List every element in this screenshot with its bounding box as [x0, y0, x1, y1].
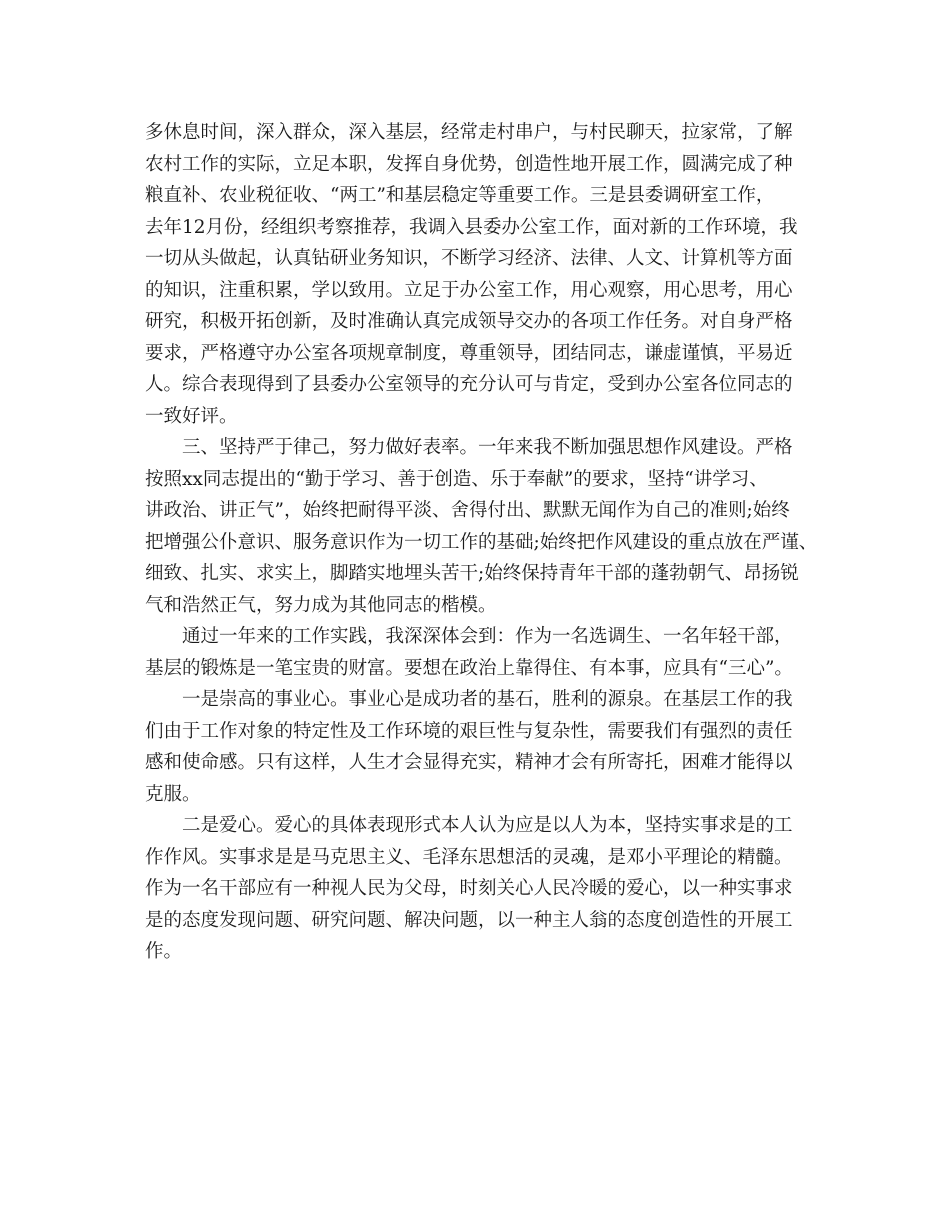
- text-line: 农村工作的实际，立足本职，发挥自身优势，创造性地开展工作，圆满完成了种: [145, 153, 793, 175]
- text-line: 一切从头做起，认真钻研业务知识，不断学习经济、法律、人文、计算机等方面: [145, 248, 793, 269]
- text-line: 作作风。实事求是是马克思主义、毛泽东思想活的灵魂，是邓小平理论的精髓。: [145, 846, 793, 868]
- text-line: 讲政治、讲正气”，始终把耐得平淡、舍得付出、默默无闻作为自己的准则;始终: [145, 500, 790, 521]
- text-line: 人。综合表现得到了县委办公室领导的充分认可与肯定，受到办公室各位同志的: [145, 374, 793, 395]
- text-line: 研究，积极开拓创新，及时准确认真完成领导交办的各项工作任务。对自身严格: [145, 311, 793, 332]
- text-line: 一是崇高的事业心。事业心是成功者的基石，胜利的源泉。在基层工作的我: [145, 689, 793, 710]
- text-line: 气和浩然正气，努力成为其他同志的楷模。: [145, 594, 497, 616]
- text-line: 们由于工作对象的特定性及工作环境的艰巨性与复杂性，需要我们有强烈的责任: [145, 720, 793, 742]
- text-line: 二是爱心。爱心的具体表现形式本人认为应是以人为本，坚持实事求是的工: [145, 815, 793, 836]
- text-line: 感和使命感。只有这样，人生才会显得充实，精神才会有所寄托，困难才能得以: [145, 752, 793, 773]
- text-line: 一致好评。: [145, 405, 238, 427]
- text-line: 要求，严格遵守办公室各项规章制度，尊重领导，团结同志，谦虚谨慎，平易近: [145, 342, 793, 364]
- text-line: 多休息时间，深入群众，深入基层，经常走村串户，与村民聊天，拉家常，了解: [145, 122, 793, 143]
- text-line: 的知识，注重积累，学以致用。立足于办公室工作，用心观察，用心思考，用心: [145, 279, 793, 301]
- text-line: 三、坚持严于律己，努力做好表率。一年来我不断加强思想作风建设。严格: [145, 437, 793, 458]
- text-line: 把增强公仆意识、服务意识作为一切工作的基础;始终把作风建设的重点放在严谨、: [145, 531, 818, 553]
- text-line: 细致、扎实、求实上，脚踏实地埋头苦干;始终保持青年干部的蓬勃朝气、昂扬锐: [145, 563, 799, 584]
- text-line: 按照xx同志提出的“勤于学习、善于创造、乐于奉献”的要求，坚持“讲学习、: [145, 468, 768, 490]
- text-line: 粮直补、农业税征收、“两工”和基层稳定等重要工作。三是县委调研室工作，: [145, 185, 775, 206]
- text-line: 是的态度发现问题、研究问题、解决问题，以一种主人翁的态度创造性的开展工: [145, 909, 793, 931]
- text-line: 通过一年来的工作实践，我深深体会到：作为一名选调生、一名年轻干部，: [145, 626, 793, 647]
- text-line: 作。: [145, 941, 183, 962]
- text-line: 基层的锻炼是一笔宝贵的财富。要想在政治上靠得住、有本事，应具有“三心”。: [145, 657, 793, 679]
- document-body: [145, 117, 818, 968]
- text-line: 克服。: [145, 783, 201, 805]
- text-line: 去年12月份，经组织考察推荐，我调入县委办公室工作，面对新的工作环境，我: [145, 216, 798, 238]
- text-line: 作为一名干部应有一种视人民为父母，时刻关心人民冷暖的爱心，以一种实事求: [145, 878, 793, 899]
